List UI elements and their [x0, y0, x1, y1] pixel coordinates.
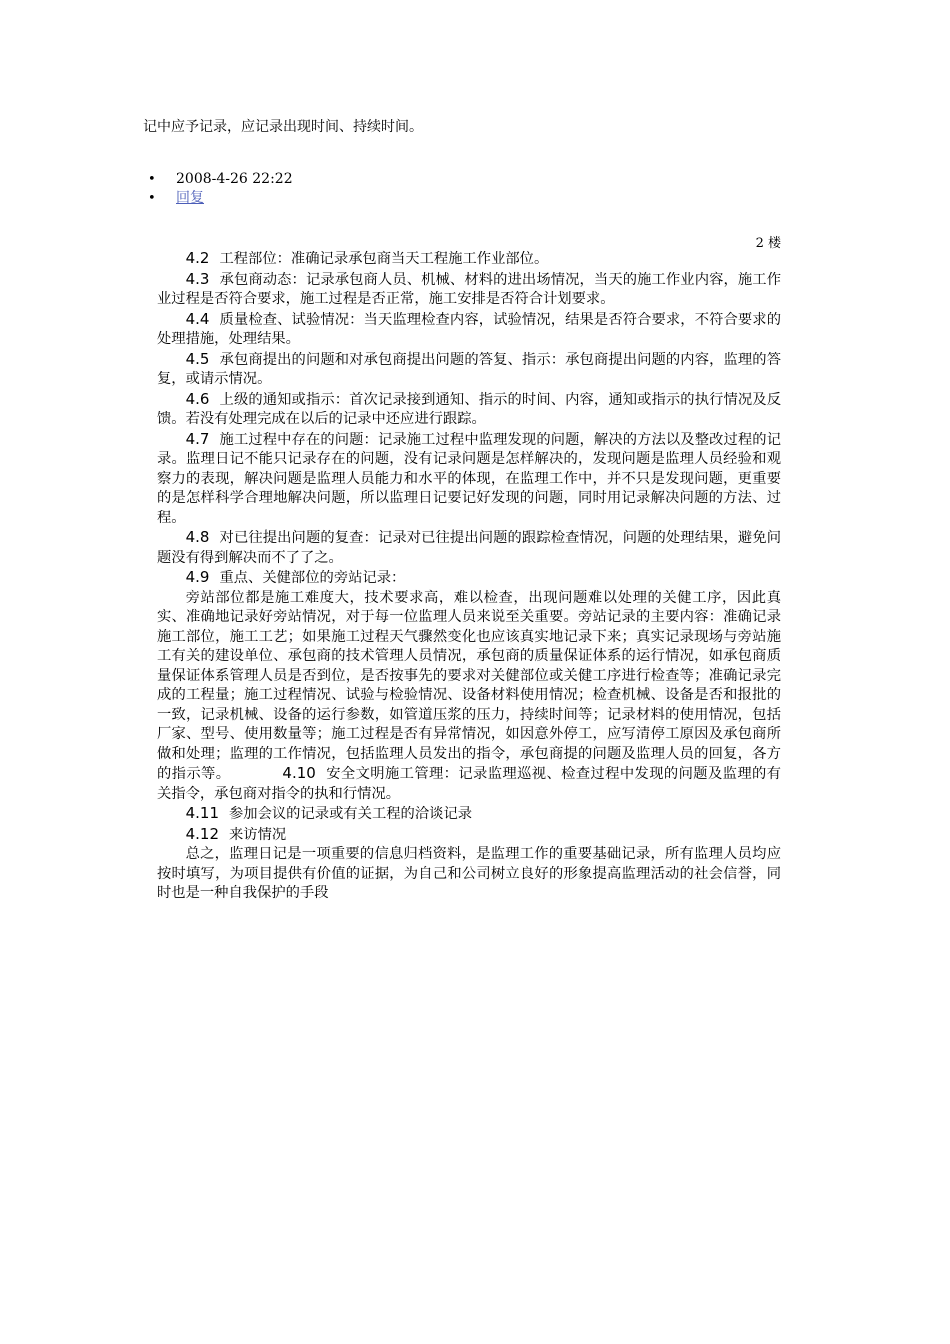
reply-item[interactable]: [143, 189, 293, 208]
item-4-4: 4.4 质量检查、试验情况：当天监理检查内容，试验情况，结果是否符合要求，不符合要求的处理措施，处理结果。: [157, 309, 781, 347]
item-4-12: 4.12 来访情况: [185, 824, 287, 843]
post-timestamp: • 2008-4-26 22:22: [143, 170, 293, 189]
pangzhan-paragraph: 旁站部位都是施工难度大，技术要求高，难以检查，出现问题难以处理的关健工序，因此真实、准确地记录好旁站情况，对于每一位监理人员来说至关重要。旁站记录的主要内容：准确记录施工部位，施工工艺；如果施工过程天气骤然变化也应该真实地记录下来；真实记录现场与旁站施工有关的建设单位、承包商的技术管理人员情况，承包商的质量保证体系的运行情况，如承包商质量保证体系管理人员是否到位，是否按事先的要求对关健部位或关健工序进行检查等；准确记录完成的工程量；施工过程情况、试验与检验情况、设备材料使用情况；检查机械、设备是否和报批的一致，记录机械、设备的运行参数，如管道压浆的压力，持续时间等；记录材料的使用情况，包括厂家、型号、使用数量等；施工过程是否有异常情况，如因意外停工，应写清停工原因及承包商所做和处理；监理的工作情况，包括监理人员发出的指令，承包商提的问题及监理人员的回复，各方的指示等。 4.10 安全文明施工管理：记录监理巡视、检查过程中发现的问题及监理的有关指令，承包商对指令的执和行情况。: [157, 589, 782, 802]
intro-text: 记中应予记录，应记录出现时间、持续时间。: [143, 119, 423, 135]
post-content: [157, 249, 781, 904]
item-4-9: 4.9 重点、关健部位的旁站记录：: [185, 568, 406, 586]
item-4-3: 4.3 承包商动态：记录承包商人员、机械、材料的进出场情况，当天的施工作业内容，施工作业过程是否符合要求，施工过程是否正常，施工安排是否符合计划要求。: [157, 269, 781, 307]
floor-number: 2 楼: [755, 236, 781, 251]
item-4-2: 4.2 工程部位：准确记录承包商当天工程施工作业部位。: [185, 249, 549, 267]
reply-link[interactable]: 回复: [176, 190, 204, 206]
item-4-7: 4.7 施工过程中存在的问题：记录施工过程中监理发现的问题，解决的方法以及整改过程的记录。监理日记不能只记录存在的问题，没有记录问题是怎样解决的，发现问题是监理人员经验和观察力的表现，解决问题是监理人员能力和水平的体现，在监理工作中，并不只是发现问题，更重要的是怎样科学合理地解决问题，所以监理日记要记好发现的问题，同时用记录解决问题的方法、过程。: [157, 429, 781, 526]
item-4-6: 4.6 上级的通知或指示：首次记录接到通知、指示的时间、内容，通知或指示的执行情况及反馈。若没有处理完成在以后的记录中还应进行跟踪。: [157, 389, 781, 427]
item-4-5: 4.5 承包商提出的问题和对承包商提出问题的答复、指示：承包商提出问题的内容，监理的答复，或请示情况。: [157, 349, 781, 387]
item-4-11: 4.11 参加会议的记录或有关工程的洽谈记录: [185, 804, 473, 822]
summary-paragraph: 总之，监理日记是一项重要的信息归档资料，是监理工作的重要基础记录，所有监理人员均应按时填写，为项目提供有价值的证据，为自己和公司树立良好的形象提高监理活动的社会信誉，同时也是一种自我保护的手段: [157, 846, 781, 901]
post-meta: [143, 170, 293, 208]
item-4-8: 4.8 对已往提出问题的复查：记录对已往提出问题的跟踪检查情况，问题的处理结果，避免问题没有得到解决而不了了之。: [157, 528, 781, 566]
